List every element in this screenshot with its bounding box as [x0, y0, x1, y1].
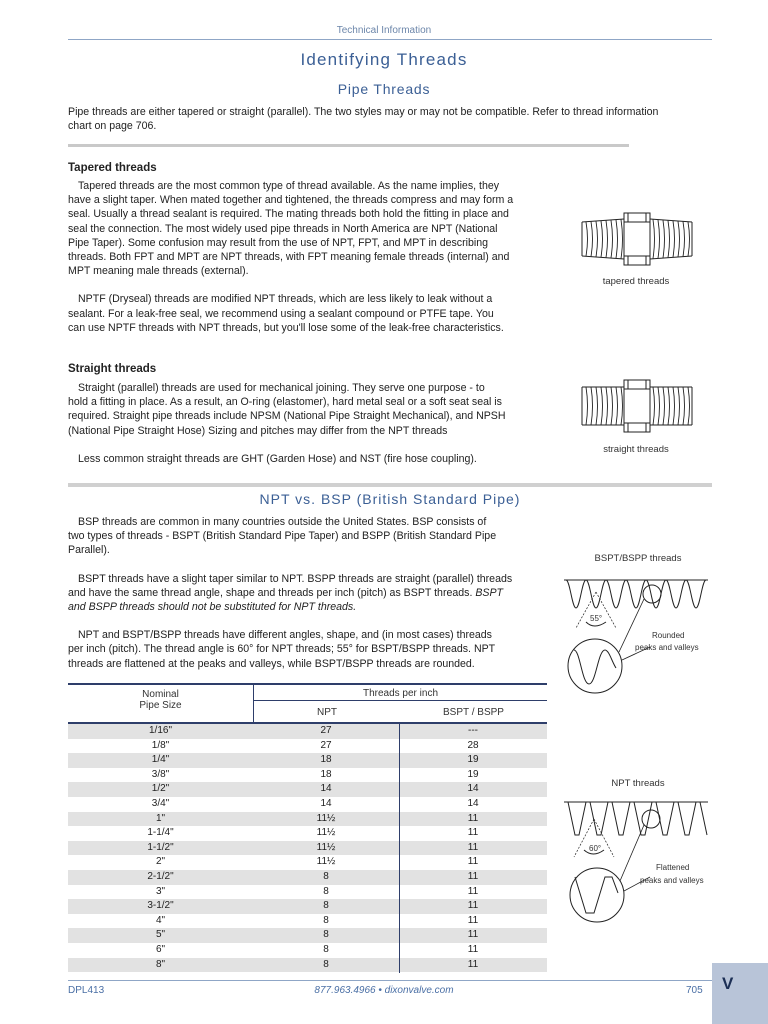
table-row: [68, 899, 547, 914]
col-header-size-line: Pipe Size: [139, 700, 182, 711]
table-row: [68, 855, 547, 870]
cell-bsp: 14: [467, 783, 479, 795]
cell-pipe-size: 1": [155, 812, 166, 824]
cell-bsp: 11: [467, 900, 479, 912]
text-line: Less common straight threads are GHT (Garden Hose) and NST (fire hose coupling).: [78, 452, 477, 465]
table-row: [68, 928, 547, 943]
bsp-diagram-title: BSPT/BSPP threads: [594, 553, 682, 564]
table-divider: [399, 724, 400, 973]
text-line: Parallel).: [68, 544, 110, 557]
cell-bsp: 11: [467, 871, 479, 882]
cell-bsp: 19: [467, 754, 479, 766]
cell-npt: 11½: [316, 856, 336, 868]
table-row: [68, 841, 547, 856]
section-tab[interactable]: [712, 963, 768, 1024]
tapered-text: [68, 179, 558, 335]
text-line: threads are flattened at the peaks and valleys, while BSPT/BSPP threads are rounded.: [68, 657, 475, 670]
intro-line: Pipe threads are either tapered or straight (parallel). The two styles may or may not be compatible. Refer to thread information: [68, 106, 659, 118]
table-row: [68, 812, 547, 827]
table-row: [68, 753, 547, 768]
cell-pipe-size: 2": [155, 856, 166, 868]
cell-bsp: 11: [467, 958, 479, 970]
cell-npt: 11½: [316, 827, 336, 839]
cell-npt: 8: [323, 914, 329, 926]
text-line: can use NPTF threads with NPT threads, but you'll lose some of the leak-free characteristics.: [68, 321, 504, 334]
cell-npt: 18: [320, 754, 332, 766]
cell-pipe-size: 5": [155, 929, 166, 941]
cell-pipe-size: 1-1/4": [147, 827, 174, 839]
section-divider: [68, 144, 629, 147]
cell-pipe-size: 8": [155, 958, 166, 970]
cell-npt: 8: [323, 885, 329, 897]
cell-pipe-size: 1/16": [148, 725, 172, 736]
cell-bsp: 11: [467, 885, 479, 897]
bsp-note-line: Rounded: [652, 631, 685, 640]
cell-pipe-size: 1/2": [151, 783, 170, 795]
cell-npt: 27: [320, 725, 332, 736]
text-line: seal. Usually a thread sealant is required. The mating threads both hold the fitting in place and: [68, 208, 509, 221]
cell-pipe-size: 3/8": [151, 768, 170, 780]
text-line: NPT and BSPT/BSPP threads have different angles, shape, and (in most cases) threads: [78, 629, 492, 642]
cell-pipe-size: 2-1/2": [147, 871, 174, 882]
text-line: BSP threads are common in many countries outside the United States. BSP consists of: [78, 516, 487, 528]
page-title: Identifying Threads: [300, 50, 468, 69]
cell-npt: 11½: [316, 812, 336, 824]
table-row: [68, 826, 547, 841]
npt-thread-profile-diagram: [562, 797, 712, 932]
text-line: threads. Both FPT and MPT are NPT threads, with FPT meaning female threads (internal) and: [68, 251, 510, 264]
table-row: [68, 739, 547, 754]
straight-caption: straight threads: [603, 444, 669, 455]
text-line: required. Straight pipe threads include NPSM (National Pipe Straight Mechanical), and NPSH: [68, 410, 506, 423]
col-header-bsp: BSPT / BSPP: [443, 707, 504, 718]
npt-diagram-title: NPT threads: [611, 778, 665, 789]
cell-npt: 27: [320, 739, 332, 751]
cell-npt: 8: [323, 929, 329, 941]
cell-bsp: ---: [468, 725, 478, 736]
cell-npt: 14: [320, 783, 332, 795]
section-tab-letter: V: [722, 974, 734, 993]
warning-text: BSPT: [475, 586, 503, 599]
table-row: [68, 782, 547, 797]
intro-line: chart on page 706.: [68, 120, 157, 133]
text-line: MPT meaning male threads (external).: [68, 265, 249, 278]
cell-bsp: 28: [467, 739, 479, 751]
npt-note-line: Flattened: [656, 863, 690, 872]
tapered-heading: Tapered threads: [68, 162, 157, 174]
intro-paragraph: [68, 105, 718, 133]
text-line: Pipe Taper). Some confusion may result from the use of NPT, FPT, and MPT in describing: [68, 236, 489, 249]
cell-bsp: 14: [467, 798, 479, 809]
cell-pipe-size: 3-1/2": [147, 900, 174, 912]
cell-npt: 8: [323, 871, 329, 882]
cell-pipe-size: 6": [155, 944, 166, 955]
footer-contact: 877.963.4966 • dixonvalve.com: [314, 985, 454, 996]
cell-bsp: 11: [467, 841, 479, 853]
text-line: Tapered threads are the most common type of thread available. As the name implies, they: [78, 180, 500, 192]
text-span: and have the same thread angle, shape and threads per inch (pitch) as BSPT threads.: [68, 586, 476, 599]
npt-bsp-text: [68, 515, 558, 671]
page-subtitle: Pipe Threads: [337, 81, 431, 97]
cell-npt: 14: [320, 798, 332, 809]
straight-text: [68, 381, 558, 466]
npt-angle-label: 60°: [589, 844, 602, 853]
table-row: [68, 870, 547, 885]
table-row: [68, 914, 547, 929]
text-line: [68, 586, 558, 600]
text-line: Straight (parallel) threads are used for mechanical joining. They serve one purpose - to: [78, 382, 485, 394]
text-line: (National Pipe Straight Hose) Sizing and pitches may differ from the NPT threads: [68, 424, 448, 437]
cell-pipe-size: 1/4": [151, 754, 170, 766]
table-row: [68, 724, 547, 739]
col-header-npt: NPT: [317, 707, 337, 718]
table-row: [68, 797, 547, 812]
col-header-size: [68, 689, 253, 711]
section-label: Technical Information: [336, 25, 432, 36]
footer-code: DPL413: [68, 985, 105, 996]
table-divider: [254, 700, 547, 701]
table-row: [68, 885, 547, 900]
footer-rule: [68, 980, 712, 981]
text-line: seal the connection. The most widely used pipe threads in North America are NPT (National: [68, 222, 498, 235]
cell-bsp: 11: [467, 827, 479, 839]
cell-npt: 8: [323, 944, 329, 955]
tapered-caption: tapered threads: [602, 276, 670, 287]
cell-npt: 11½: [316, 841, 336, 853]
straight-threads-illustration: [578, 377, 696, 435]
text-line: two types of threads - BSPT (British Standard Pipe Taper) and BSPP (British Standard Pipe: [68, 530, 497, 543]
group-header: Threads per inch: [362, 688, 439, 699]
tapered-threads-illustration: [578, 210, 696, 268]
table-row: [68, 958, 547, 973]
cell-bsp: 11: [467, 812, 479, 824]
bsp-note-line: peaks and valleys: [635, 643, 699, 652]
cell-npt: 8: [323, 900, 329, 912]
cell-bsp: 11: [467, 914, 479, 926]
text-line: NPTF (Dryseal) threads are modified NPT threads, which are less likely to leak without a: [78, 293, 493, 306]
header-rule: [68, 39, 712, 40]
npt-note-line: peaks and valleys: [640, 876, 704, 885]
cell-pipe-size: 4": [155, 914, 166, 926]
page-number: 705: [686, 985, 703, 996]
text-line: have a slight taper. When mated together and tightened, the threads compress and may form a: [68, 194, 514, 207]
cell-pipe-size: 3/4": [151, 798, 170, 809]
table-top-rule: [68, 683, 547, 685]
col-header-size-line: Nominal: [142, 689, 179, 700]
text-line: BSPT threads have a slight taper similar to NPT. BSPP threads are straight (parallel) threads: [78, 572, 513, 585]
table-row: [68, 943, 547, 958]
section-divider: [68, 483, 712, 487]
text-line: sealant. For a leak-free seal, we recommend using a sealant compound or PTFE tape. You: [68, 307, 494, 320]
cell-npt: 18: [320, 768, 332, 780]
text-line: per inch (pitch). The thread angle is 60° for NPT threads; 55° for BSPT/BSPP threads. NPT: [68, 643, 496, 656]
bsp-angle-label: 55°: [590, 614, 603, 623]
cell-pipe-size: 3": [155, 885, 166, 897]
cell-bsp: 11: [467, 929, 479, 941]
bsp-thread-profile-diagram: [562, 572, 712, 707]
cell-npt: 8: [323, 958, 329, 970]
table-row: [68, 768, 547, 783]
warning-text: and BSPP threads should not be substituted for NPT threads.: [68, 601, 357, 614]
cell-pipe-size: 1/8": [151, 739, 170, 751]
text-line: hold a fitting in place. As a result, an O-ring (elastomer), hard metal seal or a soft seat seal is: [68, 396, 502, 409]
npt-vs-bsp-title: NPT vs. BSP (British Standard Pipe): [259, 491, 521, 507]
cell-pipe-size: 1-1/2": [147, 841, 174, 853]
straight-heading: Straight threads: [68, 363, 157, 375]
cell-bsp: 11: [467, 856, 479, 868]
cell-bsp: 19: [467, 768, 479, 780]
cell-bsp: 11: [467, 944, 479, 955]
